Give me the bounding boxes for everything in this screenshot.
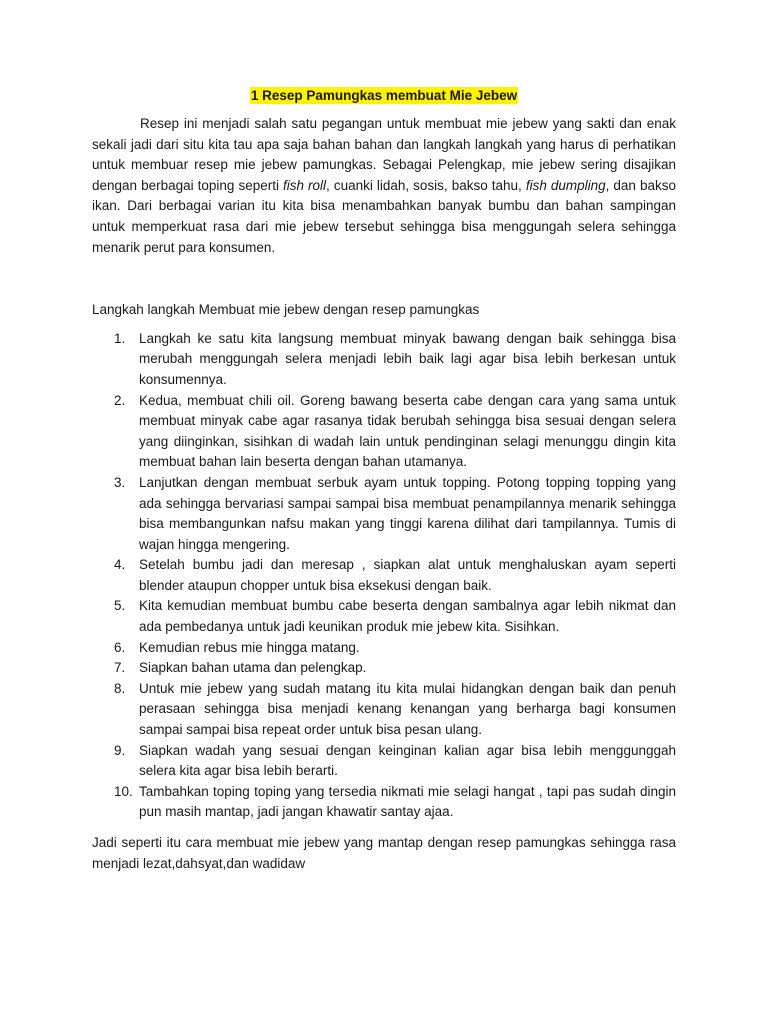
intro-paragraph — [92, 114, 676, 258]
list-item-number: 6. — [114, 639, 126, 655]
list-item — [92, 658, 676, 679]
list-item-text: Kita kemudian membuat bumbu cabe beserta dengan sambalnya agar lebih nikmat dan ada pembedanya untuk jadi keunikan produk mie jebew kita. Sisihkan. — [139, 598, 676, 635]
steps-heading: Langkah langkah Membuat mie jebew dengan resep pamungkas — [92, 302, 480, 318]
intro-italic-fish-dumpling: fish dumpling — [525, 177, 606, 193]
list-item-number: 3. — [114, 474, 126, 490]
list-item-text: Siapkan bahan utama dan pelengkap. — [139, 660, 367, 676]
document-title: 1 Resep Pamungkas membuat Mie Jebew — [250, 88, 518, 103]
list-item-number: 4. — [114, 557, 126, 573]
list-item — [92, 329, 676, 391]
list-item-text: Kedua, membuat chili oil. Goreng bawang beserta cabe dengan cara yang sama untuk membuat minyak cabe agar rasanya tidak berubah sehingga bisa sesuai dengan selera yang diinginkan, sisihkan di wadah lain untuk pendinginan selagi menunggu dingin kita membuat bahan lain beserta dengan bahan utamanya. — [139, 392, 676, 470]
list-item-number: 8. — [114, 680, 126, 696]
title-container — [92, 86, 676, 105]
list-item — [92, 782, 676, 823]
intro-text-1: Resep ini menjadi salah satu pegangan untuk membuat mie jebew yang sakti dan enak sekali jadi dari situ kita tau apa saja bahan bahan dan langkah langkah yang harus di perhatikan untuk membuar resep mie jebew pamungkas. Sebagai Pelengkap, mie jebew sering disajikan dengan berbagai toping seperti — [92, 116, 676, 193]
list-item-text: Siapkan wadah yang sesuai dengan keinginan kalian agar bisa lebih menggunggah selera kita agar bisa lebih berarti. — [139, 742, 676, 779]
list-item-number: 2. — [114, 392, 126, 408]
list-item-text: Lanjutkan dengan membuat serbuk ayam untuk topping. Potong topping topping yang ada sehingga bervariasi sampai sampai bisa membuat penampilannya menarik sehingga bisa membangunkan nafsu makan yang tinggi karena dilihat dari tampilannya. Tumis di wajan hingga mengering. — [139, 474, 676, 552]
list-item-number: 7. — [114, 660, 126, 676]
intro-text-3: , dan bakso ikan. Dari berbagai varian itu kita bisa menambahkan banyak bumbu dan bahan sampingan untuk memperkuat rasa dari mie jebew tersebut sehingga bisa menggungah selera sehingga menarik perut para konsumen. — [92, 177, 676, 255]
list-item — [92, 555, 676, 596]
list-item-text: Setelah bumbu jadi dan meresap , siapkan alat untuk menghaluskan ayam seperti blender ataupun chopper untuk bisa eksekusi dengan baik. — [139, 557, 676, 593]
list-item-text: Tambahkan toping toping yang tersedia nikmati mie selagi hangat , tapi pas sudah dingin pun masih mantap, jadi jangan khawatir santay ajaa. — [139, 783, 676, 820]
list-item — [92, 741, 676, 782]
list-item-text: Kemudian rebus mie hingga matang. — [139, 639, 360, 655]
list-item-number: 9. — [114, 742, 126, 758]
list-item-number: 10. — [114, 783, 133, 799]
list-item — [92, 391, 676, 473]
list-item-text: Langkah ke satu kita langsung membuat minyak bawang dengan baik sehingga bisa merubah menggungah selera menjadi lebih baik lagi agar bisa lebih berkesan untuk konsumennya. — [139, 330, 676, 387]
list-item — [92, 679, 676, 741]
intro-italic-fish-roll: fish roll — [283, 177, 327, 193]
list-item — [92, 638, 676, 659]
intro-text-2: , cuanki lidah, sosis, bakso tahu, — [326, 177, 526, 193]
steps-list — [92, 329, 676, 823]
list-item — [92, 473, 676, 555]
list-item-number: 1. — [114, 330, 126, 346]
list-item — [92, 596, 676, 637]
list-item-number: 5. — [114, 598, 126, 614]
list-item-text: Untuk mie jebew yang sudah matang itu kita mulai hidangkan dengan baik dan penuh perasaan sehingga bisa menjadi kenang kenangan yang berharga bagi konsumen sampai sampai bisa repeat order untuk bisa pesan ulang. — [139, 680, 676, 738]
closing-paragraph: Jadi seperti itu cara membuat mie jebew yang mantap dengan resep pamungkas sehingga rasa menjadi lezat,dahsyat,dan wadidaw — [92, 835, 676, 871]
